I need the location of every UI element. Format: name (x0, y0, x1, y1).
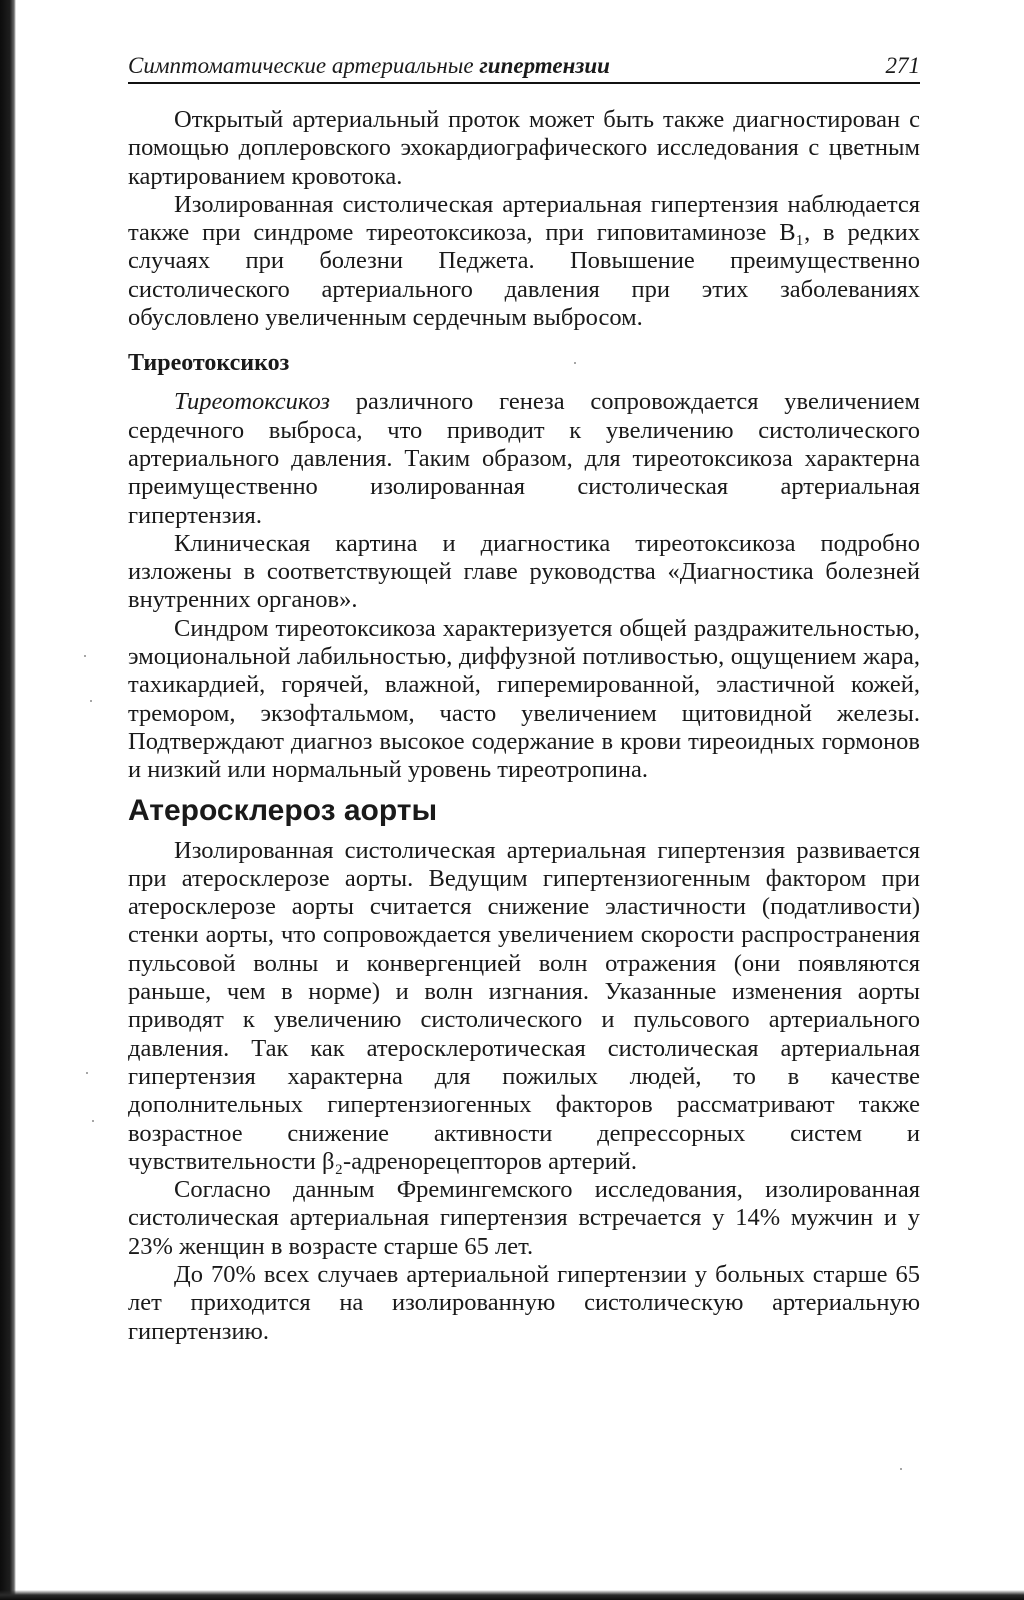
scan-speck (92, 1120, 94, 1122)
intro-paragraph-2: Изолированная систолическая артериальная гипертензия наблюдается также при синдроме тиреотоксикоза, при гиповитаминозе B₁, в редких случаях при болезни Педжета. Повышение преимущественно систолического артериального давления при этих заболеваниях обусловлено увеличенным сердечным выбросом. (128, 190, 920, 332)
thyrotoxicosis-paragraph-1 (128, 388, 920, 529)
page-number: 271 (885, 53, 920, 78)
scan-edge-bottom (0, 1590, 1024, 1600)
thyrotoxicosis-paragraph-1-text: различного генеза сопровождается увеличением сердечного выброса, что приводит к увеличению систолического артериального давления. Таким образом, для тиреотоксикоза характерна преимущественно изолированная систолическая артериальная гипертензия. (128, 388, 920, 529)
term-italic: Тиреотоксикоз (174, 388, 330, 416)
spacer (128, 332, 920, 348)
scan-edge-left (0, 0, 16, 1600)
section-heading-thyrotoxicosis: Тиреотоксикоз (128, 350, 290, 377)
running-header (128, 52, 920, 84)
running-title (128, 52, 610, 80)
scan-speck (86, 1072, 88, 1074)
running-title-regular: Симптоматические артериальные (128, 53, 480, 78)
scan-speck (90, 700, 92, 702)
thyrotoxicosis-paragraph-3: Синдром тиреотоксикоза характеризуется общей раздражительностью, эмоциональной лабильностью, диффузной потливостью, ощущением жара, тахикардией, горячей, влажной, гиперемированной, эластичной кожей, тремором, экзофтальмом, часто увеличением щитовидной железы. Подтверждают диагноз высокое содержание в крови тиреоидных гормонов и низкий или нормальный уровень тиреотропина. (128, 614, 920, 784)
aorta-paragraph-2: Согласно данным Фремингемского исследования, изолированная систолическая артериальная гипертензия встречается у 14% мужчин и у 23% женщин в возрасте старше 65 лет. (128, 1176, 920, 1260)
thyrotoxicosis-paragraph-2: Клиническая картина и диагностика тиреотоксикоза подробно изложены в соответствующей главе руководства «Диагностика болезней внутренних органов». (128, 529, 920, 614)
section-heading-aortic-atherosclerosis: Атеросклероз аорты (128, 793, 438, 827)
scan-speck (900, 1468, 902, 1470)
aorta-paragraph-3: До 70% всех случаев артериальной гипертензии у больных старше 65 лет приходится на изолированную систолическую артериальную гипертензию. (128, 1260, 920, 1345)
scan-speck (84, 655, 86, 657)
intro-paragraph-1: Открытый артериальный проток может быть также диагностирован с помощью доплеровского эхокардиографического исследования с цветным картированием кровотока. (128, 106, 920, 190)
aorta-paragraph-1: Изолированная систолическая артериальная гипертензия развивается при атеросклерозе аорты. Ведущим гипертензиогенным фактором при атеросклерозе аорты считается снижение эластичности (податливости) стенки аорты, что сопровождается увеличением скорости распространения пульсовой волны и конвергенцией волн отражения (они появляются раньше, чем в норме) и волн изгнания. Указанные изменения аорты приводят к увеличению систолического и пульсового артериального давления. Так как атеросклеротическая систолическая артериальная гипертензия характерна для пожилых людей, то в качестве дополнительных гипертензиогенных факторов рассматривают также возрастное снижение активности депрессорных систем и чувствительности β₂-адренорецепторов артерий. (128, 836, 920, 1175)
running-title-bold: гипертензии (479, 53, 610, 78)
book-page (128, 52, 920, 1346)
